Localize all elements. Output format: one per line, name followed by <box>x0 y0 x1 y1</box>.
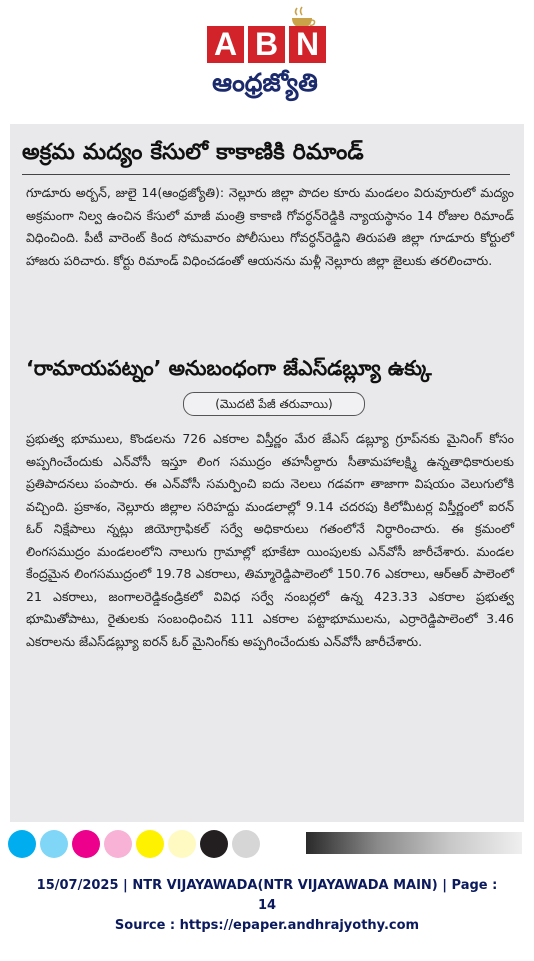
swatch-magenta <box>72 830 100 858</box>
brand-letters <box>207 26 326 63</box>
article2-body: ప్రభుత్వ భూములు, కొండలను 726 ఎకరాల విస్తీర్ణం మేర జేఎస్ డబ్ల్యూ గ్రూప్‌నకు మైనింగ్ కోసం అప్పగించేందుకు ఎన్‌వోసీ ఇస్తూ లింగ సముద్రం తహసీల్దారు సీతామహాలక్ష్మి ఉన్నతాధికారులకు ప్రతిపాదనలు పంపారు. ఈ ఎన్‌వోసీ సమర్పించి ఐదు నెలలు గడవగా తాజాగా విషయం వెలుగులోకి వచ్చింది. ప్రకాశం, నెల్లూరు జిల్లాల సరిహద్దు మండలాల్లో 9.14 చదరపు కిలోమీటర్ల విస్తీర్ణంలో ఐరన్ ఓర్ నిక్షేపాలు న్నట్లు జియోగ్రాఫికల్ సర్వే అధికారులు గతంలోనే నిర్ధారించారు. ఈ క్రమంలో లింగసముద్రం మండలంలోని నాలుగు గ్రామాల్లో భూకేటా యింపులకు ఎన్‌వోసీ జారీచేశారు. మండల కేంద్రమైన లింగసముద్రంలో 19.78 ఎకరాలు, తిమ్మారెడ్డిపాలెంలో 150.76 ఎకరాలు, ఆర్‌ఆర్ పాలెంలో 21 ఎకరాలు, జంగాలరెడ్డికండ్రికలో వివిధ సర్వే నంబర్లలో ఉన్న 423.33 ఎకరాల ప్రభుత్వ భూమితోపాటు, రైతులకు సంబంధించిన 111 ఎకరాల పట్టాభూములను, ఎర్రారెడ్డిపాలెంలో 3.46 ఎకరాలను జేఎస్‌డబ్ల్యూ ఐరన్ ఓర్ మైనింగ్‌కు అప్పగించేందుకు ఎన్‌వోసీ జారీచేశారు. <box>26 431 514 649</box>
greyscale-gradient <box>306 832 522 854</box>
headline-divider <box>22 174 510 175</box>
footer-source: Source : https://epaper.andhrajyothy.com <box>114 918 420 933</box>
footer-date-edition: 15/07/2025 | NTR VIJAYAWADA(NTR VIJAYAWADA MAIN) | Page : <box>36 878 498 893</box>
swatch-light-magenta <box>104 830 132 858</box>
article2-headline: ‘రామాయపట్నం’ అనుబంధంగా జేఎస్‌డబ్ల్యూ ఉక్కు <box>26 356 432 380</box>
swatch-cyan <box>8 830 36 858</box>
masthead-logo <box>0 0 534 110</box>
footer-page-number: 14 <box>257 898 277 913</box>
swatch-yellow <box>136 830 164 858</box>
brand-letter-n: N <box>289 26 326 63</box>
page-footer <box>0 876 534 936</box>
continuation-label: (మొదటి పేజీ తరువాయి) <box>183 392 365 416</box>
swatch-light-cyan <box>40 830 68 858</box>
swatch-grey <box>232 830 260 858</box>
article1-headline: అక్రమ మద్యం కేసులో కాకాణికి రిమాండ్ <box>22 140 364 165</box>
brand-letter-b: B <box>248 26 285 63</box>
brand-subtitle: ఆంధ్రజ్యోతి <box>212 68 318 97</box>
swatch-light-yellow <box>168 830 196 858</box>
article1-body: గూడూరు అర్బన్, జులై 14(ఆంధ్రజ్యోతి): నెల్లూరు జిల్లా పొదల కూరు మండలం విరువూరులో మద్యం అక్రమంగా నిల్వ ఉంచిన కేసులో మాజీ మంత్రి కాకాణి గోవర్ధన్‌రెడ్డికి న్యాయస్థానం 14 రోజుల రిమాండ్ విధించింది. పీటీ వారెంట్ కింద సోమవారం పోలీసులు గోవర్ధన్‌రెడ్డిని తిరుపతి జిల్లా గూడూరు కోర్టులో హాజరు పరిచారు. కోర్టు రిమాండ్ విధించడంతో ఆయనను మళ్లీ నెల్లూరు జిల్లా జైలుకు తరలించారు. <box>26 185 514 268</box>
swatch-black <box>200 830 228 858</box>
brand-letter-a: A <box>207 26 244 63</box>
